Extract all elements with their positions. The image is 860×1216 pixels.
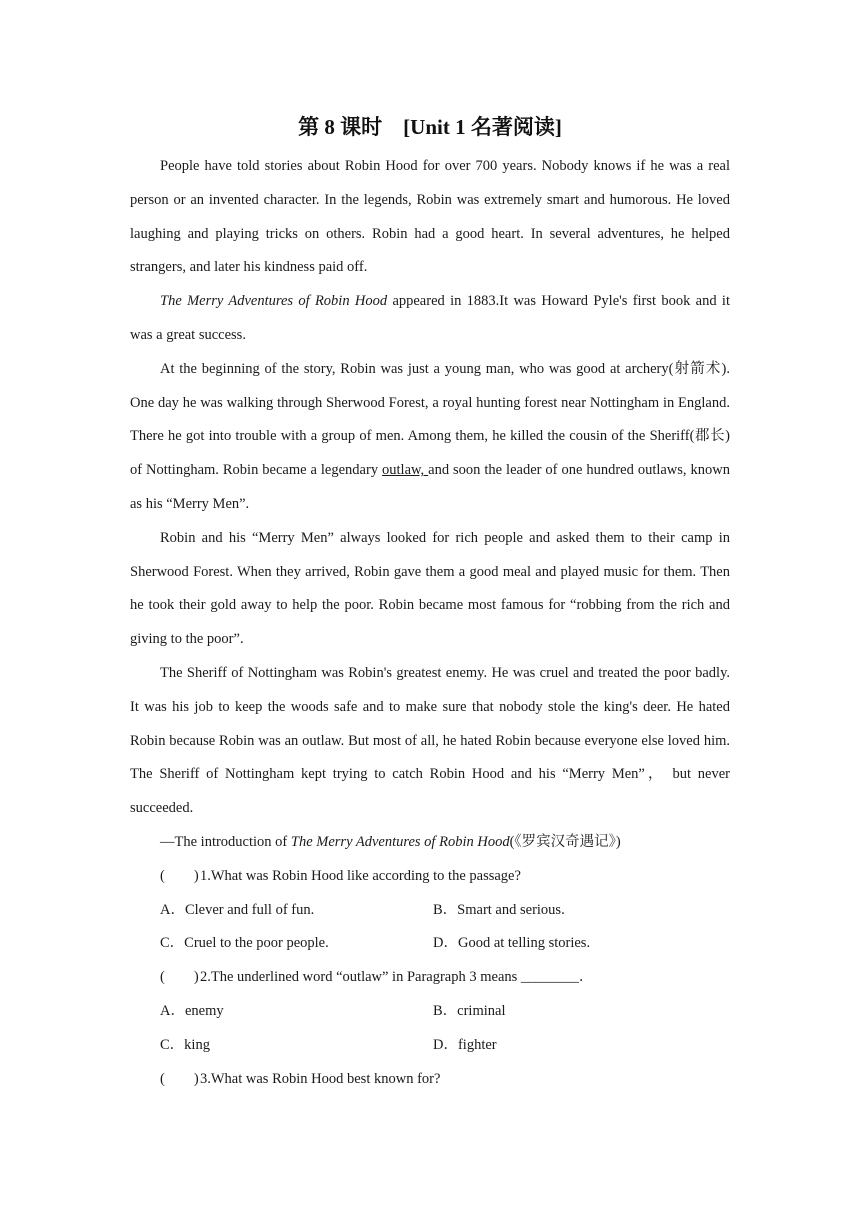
paragraph-3-text-a: At the beginning of the story, Robin was just a young man, who was good at archery(射箭术). One day he was walking through Sherwood Forest, a royal hunting forest near Nottingham in England. There he got into trouble with a group of men. Among them, he killed the cousin of the Sheriff(郡长) of Nottingham. Robin became a legendary xyxy=(130,360,730,479)
option-c[interactable]: C．Cruel to the poor people. xyxy=(160,935,329,952)
options-row xyxy=(130,894,730,928)
paragraph-1: People have told stories about Robin Hood for over 700 years. Nobody knows if he was a real person or an invented character. In the legends, Robin was extremely smart and humorous. He loved laughing and playing tricks on others. Robin had a good heart. In several adventures, he helped strangers, and later his kindness paid off. xyxy=(130,158,730,276)
option-d[interactable]: D．fighter xyxy=(433,1036,497,1053)
question-2 xyxy=(130,961,730,995)
options-row xyxy=(130,1029,730,1063)
answer-blank[interactable]: ( ) xyxy=(160,867,199,884)
question-text: 3.What was Robin Hood best known for? xyxy=(200,1070,441,1087)
option-c[interactable]: C．king xyxy=(160,1036,210,1053)
source-suffix: (《罗宾汉奇遇记》) xyxy=(509,833,621,850)
answer-blank[interactable]: ( ) xyxy=(160,1070,199,1087)
paragraph-4: Robin and his “Merry Men” always looked for rich people and asked them to their camp in Sherwood Forest. When they arrived, Robin gave them a good meal and played music for them. Then he took their gold away to help the poor. Robin became most famous for “robbing from the rich and giving to the poor”. xyxy=(130,529,730,648)
paragraph-3-text-b: and soon the leader of one hundred outlaws, known as his “Merry Men”. xyxy=(130,462,730,512)
paragraph-2-text: appeared in 1883.It was Howard Pyle's first book and it was a great success. xyxy=(130,293,730,343)
paragraph-5: The Sheriff of Nottingham was Robin's greatest enemy. He was cruel and treated the poor badly. It was his job to keep the woods safe and to make sure that nobody stole the king's deer. He hated Robin because Robin was an outlaw. But most of all, he hated Robin because everyone else loved him. The Sheriff of Nottingham kept trying to catch Robin Hood and his “Merry Men”， but never succeeded. xyxy=(130,664,730,817)
question-1 xyxy=(130,860,730,894)
source-book-title: The Merry Adventures of Robin Hood xyxy=(290,833,510,850)
option-a[interactable]: A．Clever and full of fun. xyxy=(160,901,315,918)
question-text: 2.The underlined word “outlaw” in Paragraph 3 means ________． xyxy=(200,969,594,986)
book-title: The Merry Adventures of Robin Hood xyxy=(160,293,388,310)
passage xyxy=(130,150,730,1096)
answer-blank[interactable]: ( ) xyxy=(160,969,199,986)
source-line xyxy=(130,826,730,860)
option-d[interactable]: D．Good at telling stories. xyxy=(433,935,591,952)
options-row xyxy=(130,995,730,1029)
option-b[interactable]: B．Smart and serious. xyxy=(433,901,565,918)
page-title: 第 8 课时 [Unit 1 名著阅读] xyxy=(298,115,562,139)
option-b[interactable]: B．criminal xyxy=(433,1002,506,1019)
option-a[interactable]: A．enemy xyxy=(160,1002,224,1019)
underlined-word-outlaw: outlaw, xyxy=(382,462,429,479)
source-prefix: —The introduction of xyxy=(160,833,291,850)
paragraph-3 xyxy=(130,353,730,522)
question-text: 1.What was Robin Hood like according to the passage? xyxy=(200,867,521,884)
options-row xyxy=(130,927,730,961)
question-3 xyxy=(130,1063,730,1097)
paragraph-2 xyxy=(130,285,730,353)
